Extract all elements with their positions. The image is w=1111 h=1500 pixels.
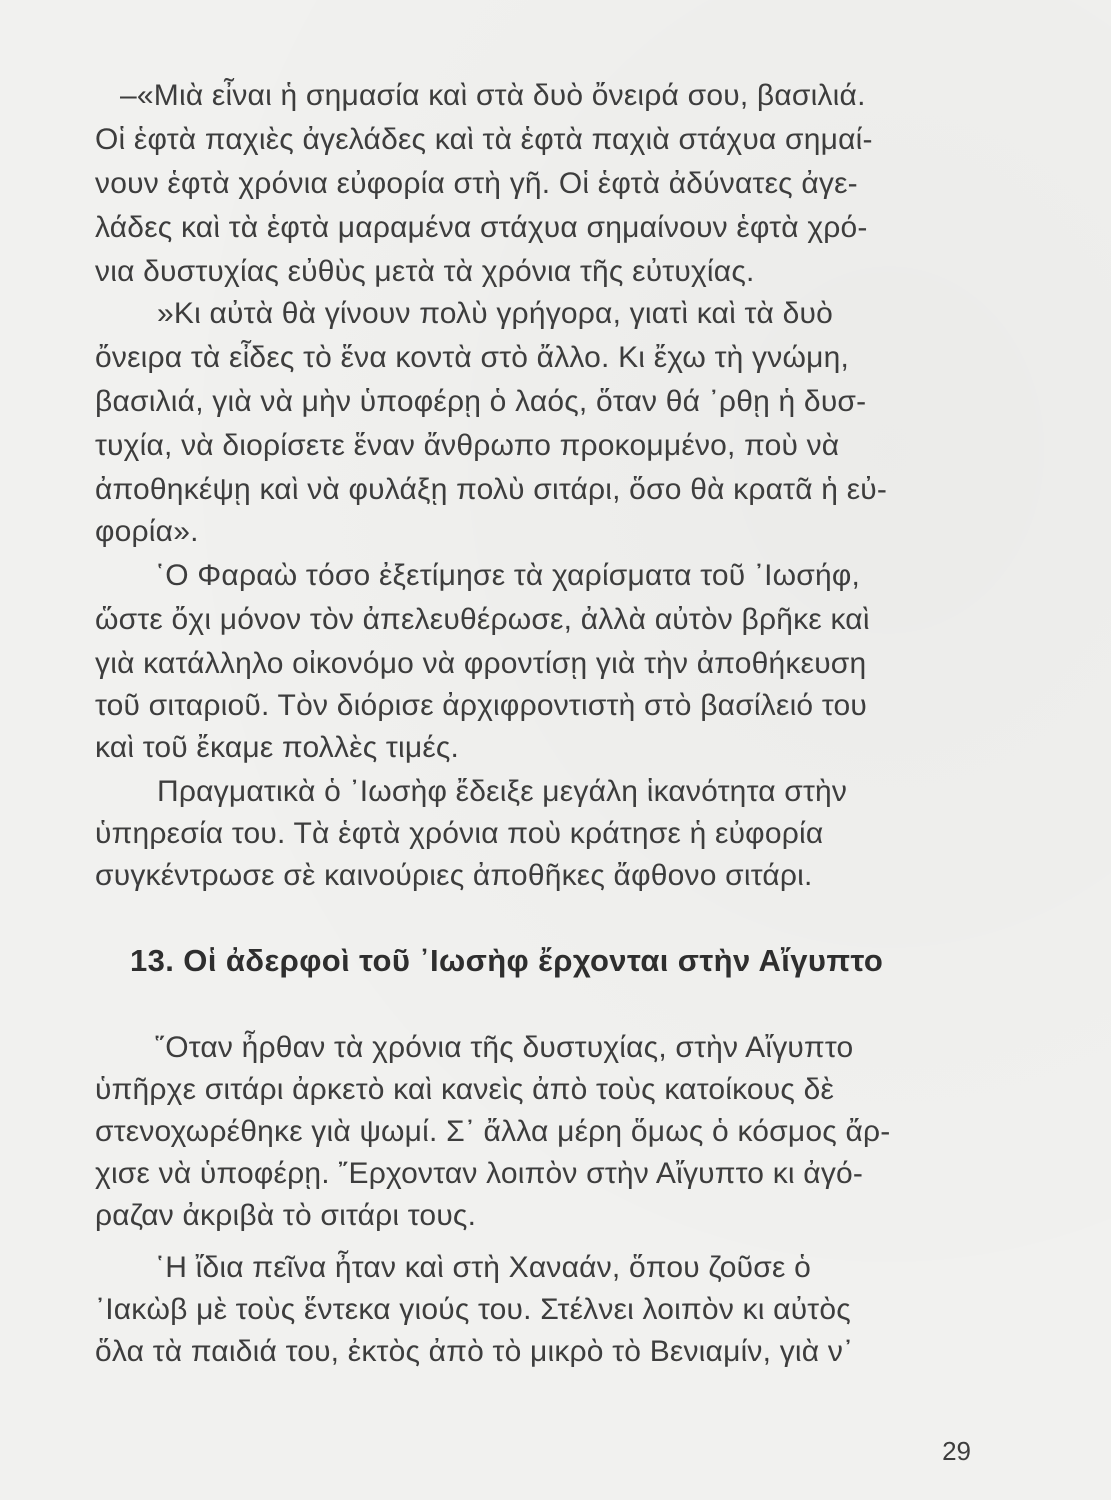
text-line: ῾Ο Φαραὼ τόσο ἐξετίμησε τὰ χαρίσματα τοῦ ᾿Ιωσήφ, [155, 559, 861, 592]
text-line: νουν ἑφτὰ χρόνια εὐφορία στὴ γῆ. Οἱ ἑφτὰ ἀδύνατες ἀγε- [95, 167, 858, 200]
text-line: νια δυστυχίας εὐθὺς μετὰ τὰ χρόνια τῆς εὐτυχίας. [95, 255, 755, 288]
section-heading: 13. Οἱ ἀδερφοὶ τοῦ ᾿Ιωσὴφ ἔρχονται στὴν Αἴγυπτο [130, 943, 884, 978]
text-line: ὑπηρεσία του. Τὰ ἑφτὰ χρόνια ποὺ κράτησε ἡ εὐφορία [95, 817, 824, 850]
text-line: τοῦ σιταριοῦ. Τὸν διόρισε ἀρχιφροντιστὴ στὸ βασίλειό του [95, 689, 867, 722]
text-line: ὅλα τὰ παιδιά του, ἐκτὸς ἀπὸ τὸ μικρὸ τὸ Βενιαμίν, γιὰ ν᾿ [95, 1335, 854, 1368]
text-line: χισε νὰ ὑποφέρῃ. ῎Ερχονταν λοιπὸν στὴν Αἴγυπτο κι ἀγό- [95, 1157, 864, 1190]
text-line: »Κι αὐτὰ θὰ γίνουν πολὺ γρήγορα, γιατὶ καὶ τὰ δυὸ [157, 297, 834, 330]
text-line: Οἱ ἑφτὰ παχιὲς ἀγελάδες καὶ τὰ ἑφτὰ παχιὰ στάχυα σημαί- [95, 123, 873, 156]
text-line: τυχία, νὰ διορίσετε ἕναν ἄνθρωπο προκομμένο, ποὺ νὰ [95, 429, 840, 462]
page-number: 29 [942, 1436, 971, 1466]
text-line: φορία». [95, 515, 199, 548]
text-line: ραζαν ἀκριβὰ τὸ σιτάρι τους. [95, 1199, 477, 1232]
text-line: ὥστε ὄχι μόνον τὸν ἀπελευθέρωσε, ἀλλὰ αὐτὸν βρῆκε καὶ [95, 603, 870, 636]
text-line: λάδες καὶ τὰ ἑφτὰ μαραμένα στάχυα σημαίνουν ἑφτὰ χρό- [95, 211, 868, 244]
text-line: ῾Η ἴδια πεῖνα ἦταν καὶ στὴ Χαναάν, ὅπου ζοῦσε ὁ [155, 1251, 811, 1284]
text-line: –«Μιὰ εἶναι ἡ σημασία καὶ στὰ δυὸ ὄνειρά σου, βασιλιά. [120, 79, 866, 112]
text-line: ὄνειρα τὰ εἶδες τὸ ἕνα κοντὰ στὸ ἄλλο. Κι ἔχω τὴ γνώμη, [95, 341, 849, 374]
text-line: καὶ τοῦ ἔκαμε πολλὲς τιμές. [95, 731, 460, 764]
text-line: γιὰ κατάλληλο οἰκονόμο νὰ φροντίσῃ γιὰ τὴν ἀποθήκευση [95, 647, 867, 680]
text-line: συγκέντρωσε σὲ καινούριες ἀποθῆκες ἄφθονο σιτάρι. [95, 859, 813, 892]
text-line: στενοχωρέθηκε γιὰ ψωμί. Σ᾿ ἄλλα μέρη ὅμως ὁ κόσμος ἄρ- [95, 1115, 891, 1148]
text-line: ᾿Ιακὼβ μὲ τοὺς ἕντεκα γιούς του. Στέλνει λοιπὸν κι αὐτὸς [95, 1293, 851, 1326]
text-line: ῞Οταν ἦρθαν τὰ χρόνια τῆς δυστυχίας, στὴν Αἴγυπτο [155, 1031, 854, 1064]
text-line: ὑπῆρχε σιτάρι ἀρκετὸ καὶ κανεὶς ἀπὸ τοὺς κατοίκους δὲ [95, 1073, 835, 1106]
text-line: βασιλιά, γιὰ νὰ μὴν ὑποφέρῃ ὁ λαός, ὅταν θά ᾿ρθῃ ἡ δυσ- [95, 385, 867, 418]
text-line: ἀποθηκέψῃ καὶ νὰ φυλάξῃ πολὺ σιτάρι, ὅσο θὰ κρατᾶ ἡ εὐ- [95, 473, 888, 506]
text-line: Πραγματικὰ ὁ ᾿Ιωσὴφ ἔδειξε μεγάλη ἱκανότητα στὴν [157, 775, 848, 808]
